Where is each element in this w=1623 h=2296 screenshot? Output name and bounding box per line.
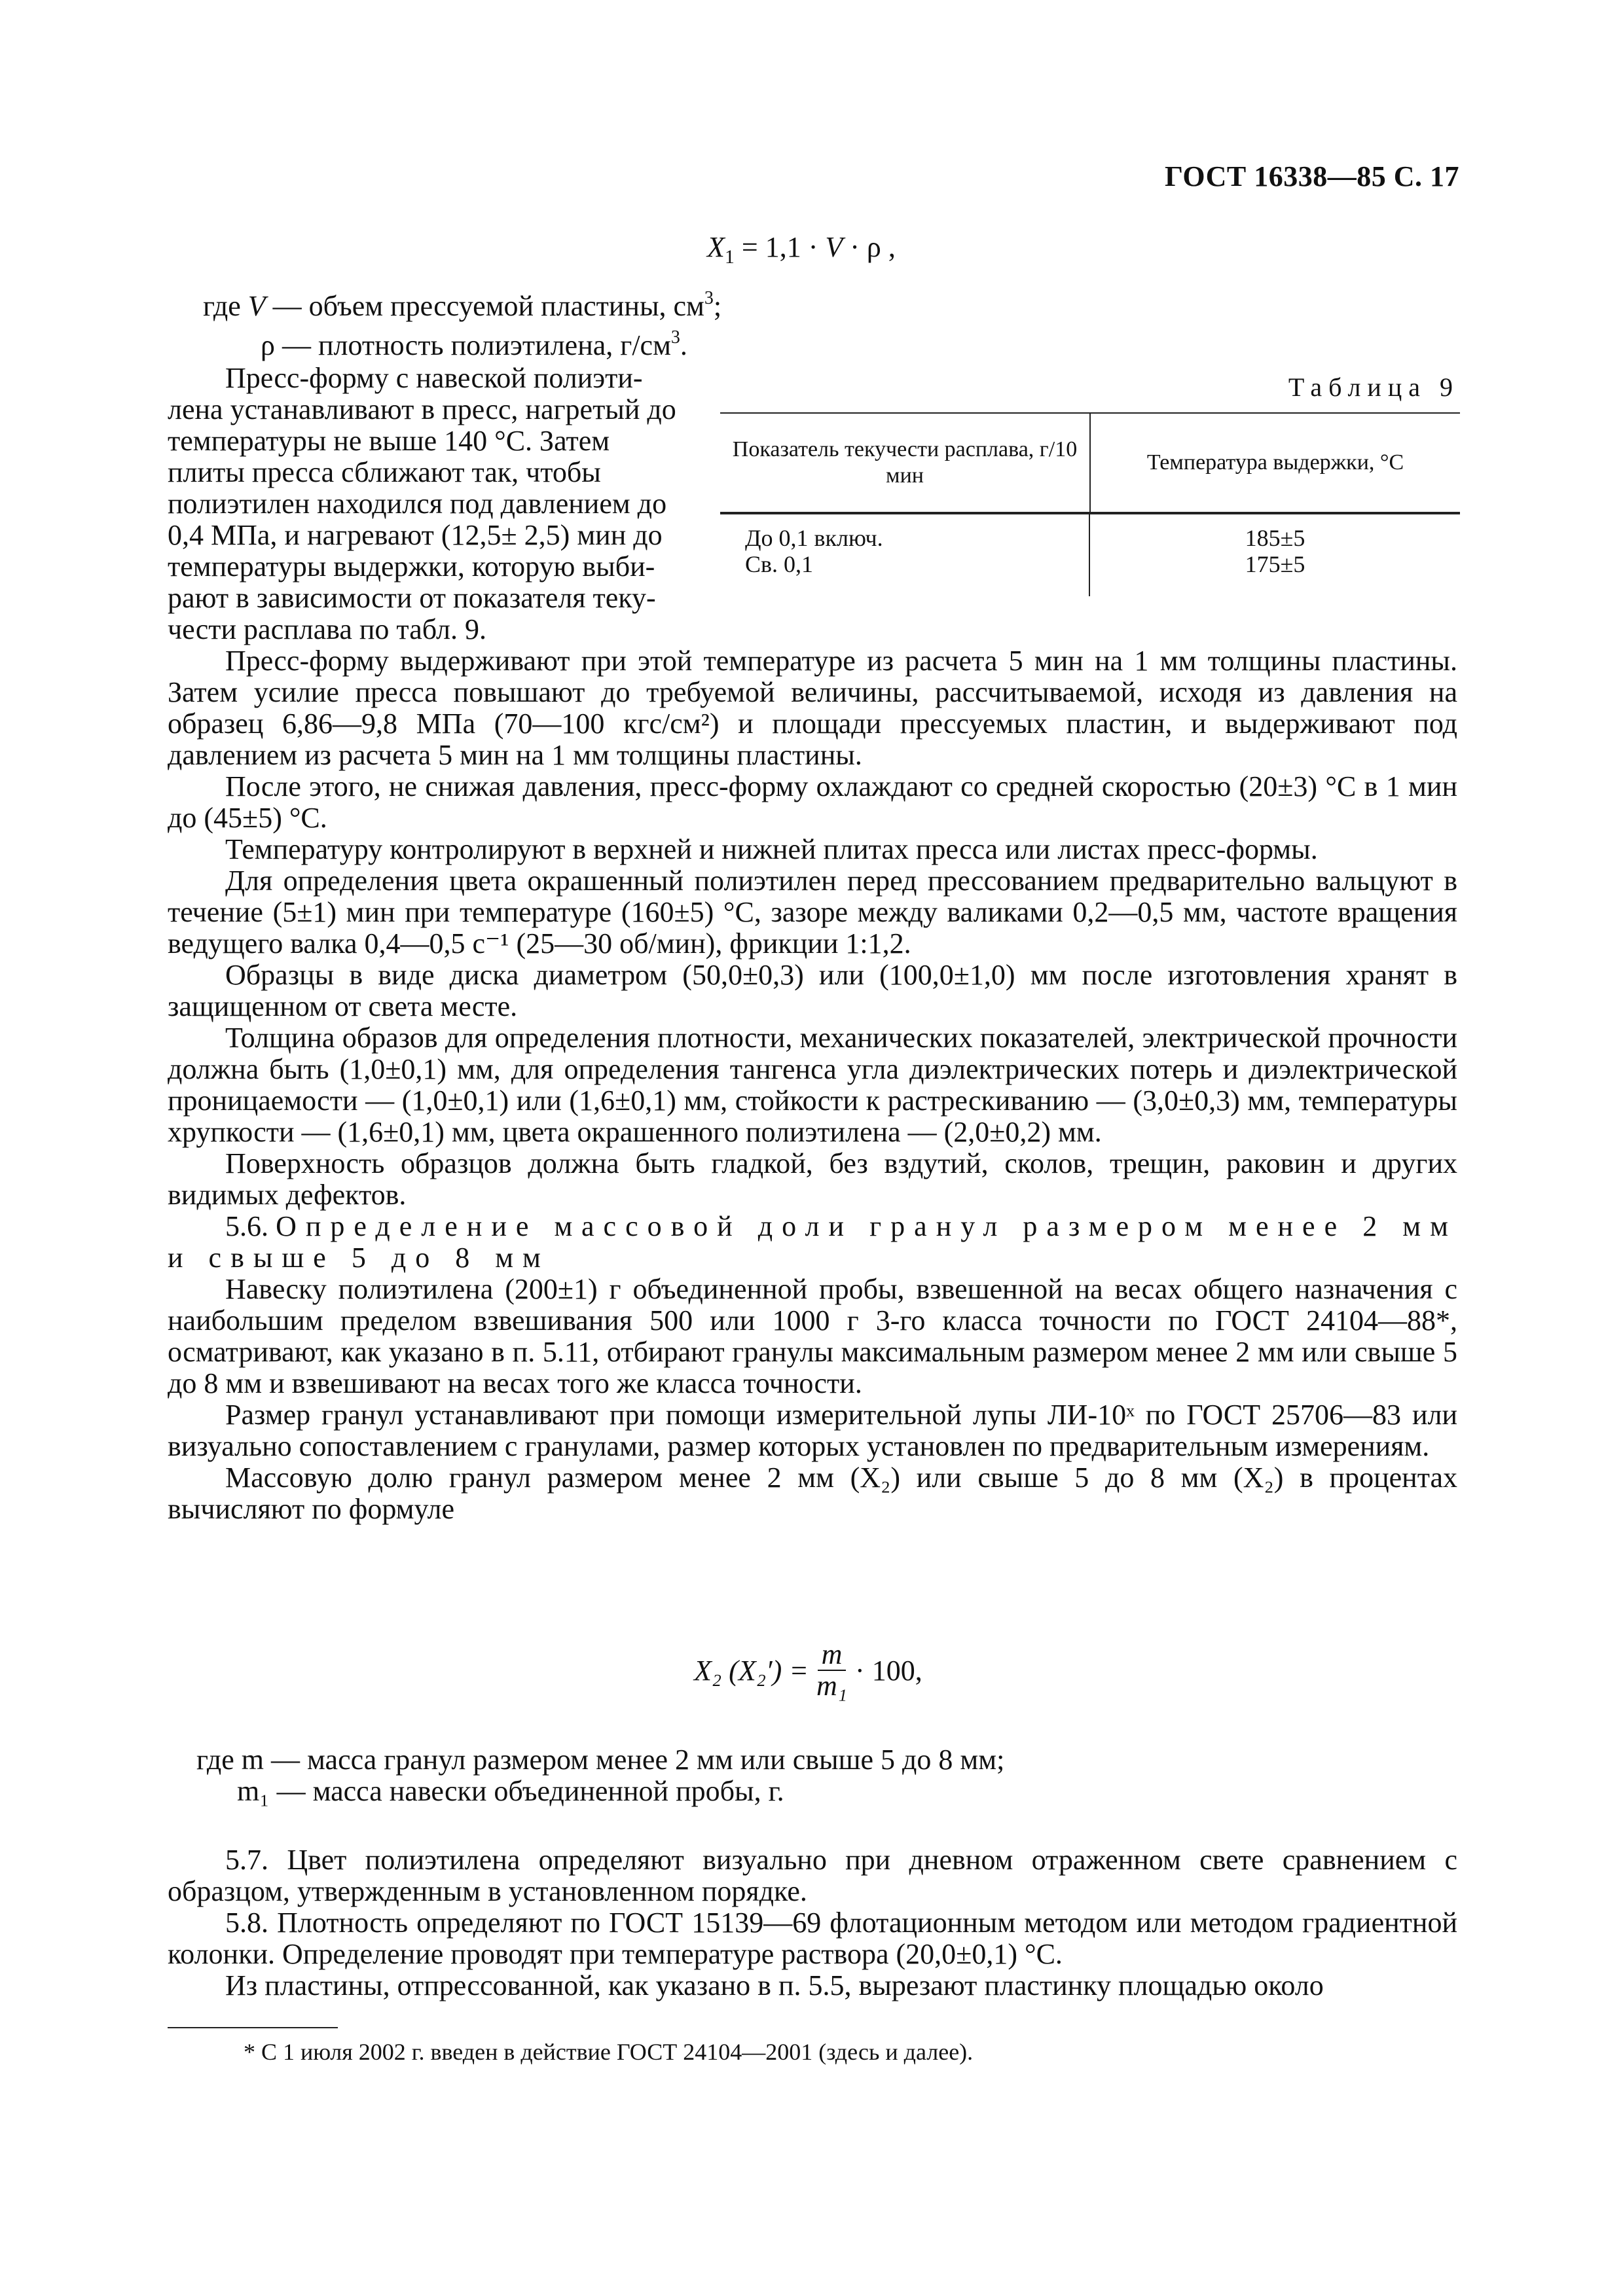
left-line: чести расплава по табл. 9. <box>168 613 486 645</box>
left-line: температуры выдержки, которую выби- <box>168 550 655 583</box>
formula-x1 <box>707 230 896 268</box>
page-header: ГОСТ 16338—85 С. 17 <box>1164 160 1459 192</box>
formula-x2 <box>694 1640 922 1701</box>
sections-5-7-5-8 <box>168 1844 1457 2001</box>
paragraph: Из пластины, отпрессованной, как указано в п. 5.5, вырезают пластинку площадью около <box>225 1969 1324 2001</box>
left-line: Пресс-форму с навеской полиэти- <box>225 362 643 394</box>
left-line: лена устанавливают в пресс, нагретый до <box>168 393 676 425</box>
table-body <box>720 514 1460 596</box>
left-line: температуры не выше 140 °С. Затем <box>168 425 610 457</box>
table-cell: До 0,1 включ. <box>745 525 883 551</box>
paragraph: Пресс-форму выдерживают при этой температуре из расчета 5 мин на 1 мм толщины пластины. Затем усилие пресса повышают до требуемой величины, рассчитываемой, исходя из давления на образец 6,86—9,8 МПа (70—100 кгс/см²) и площади прессуемых пластин, и выдерживают под давлением из расчета 5 мин на 1 мм толщины пластины. <box>168 645 1457 771</box>
definition-rho <box>168 322 1457 361</box>
paragraph: Массовую долю гранул размером менее 2 мм (X₂) или свыше 5 до 8 мм (X₂) в процентах вычисляют по формуле <box>168 1462 1457 1525</box>
formula-x1-subscript: 1 <box>724 246 735 268</box>
formula-x1-v: V <box>825 231 843 263</box>
table-9 <box>720 412 1460 596</box>
left-line: полиэтилен находился под давлением до <box>168 488 667 520</box>
def-rho-end: . <box>680 329 687 361</box>
def-v-end: ; <box>713 290 722 322</box>
paragraph: 5.7. Цвет полиэтилена определяют визуально при дневном отраженном свете сравнением с образцом, утвержденным в установленном порядке. <box>168 1844 1457 1907</box>
footnote: * С 1 июля 2002 г. введен в действие ГОСТ 24104—2001 (здесь и далее). <box>244 2039 974 2065</box>
formula-x2-fraction <box>816 1640 847 1701</box>
table-cell: Св. 0,1 <box>745 551 814 577</box>
definitions-1 <box>168 283 1457 361</box>
definition-m1: m₁ — масса навески объединенной пробы, г. <box>237 1775 784 1807</box>
section-title: Определение массовой доли гранул размером менее 2 мм и свыше 5 до 8 мм <box>168 1210 1457 1274</box>
left-line: 0,4 МПа, и нагревают (12,5± 2,5) мин до <box>168 519 663 551</box>
def-rho-sup: 3 <box>670 327 680 348</box>
paragraph: Навеску полиэтилена (200±1) г объединенной пробы, взвешенной на весах общего назначения с наибольшим пределом взвешивания 500 или 1000 г 3-го класса точности по ГОСТ 24104—88*, осматривают, как указано в п. 5.11, отбирают гранулы максимальным размером менее 2 мм или свыше 5 до 8 мм и взвешивают на весах того же класса точности. <box>168 1273 1457 1399</box>
section-5-6-heading <box>168 1211 1457 1274</box>
left-line: плиты пресса сближают так, чтобы <box>168 456 601 488</box>
fraction-denominator: m₁ <box>816 1670 848 1702</box>
paragraph: Размер гранул устанавливают при помощи измерительной лупы ЛИ-10ˣ по ГОСТ 25706—83 или визуально сопоставлением с гранулами, размер которых установлен по предварительным измерениям. <box>168 1399 1457 1462</box>
paragraph: Толщина образов для определения плотности, механических показателей, электрической прочности должна быть (1,0±0,1) мм, для определения тангенса угла диэлектрических потерь и диэлектрической проницаемости — (1,0±0,1) или (1,6±0,1) мм, стойкости к растрескиванию — (3,0±0,3) мм, температуры хрупкости — (1,6±0,1) мм, цвета окрашенного полиэтилена — (2,0±0,2) мм. <box>168 1022 1457 1148</box>
section-number: 5.6. <box>225 1210 268 1242</box>
formula-x2-lhs: X₂ (X₂′) = <box>694 1654 809 1687</box>
definitions-2 <box>168 1744 1457 1807</box>
press-form-paragraph <box>168 363 691 645</box>
table-cell: 175±5 <box>1245 551 1305 577</box>
formula-x1-rho: · ρ , <box>843 231 896 263</box>
formula-x1-symbol: X <box>707 231 725 263</box>
table-header-melt-index: Показатель текучести расплава, г/10 мин <box>720 414 1091 512</box>
formula-x2-rhs: · 100, <box>855 1654 922 1687</box>
definition-m: где m — масса гранул размером менее 2 мм или свыше 5 до 8 мм; <box>196 1744 1005 1776</box>
paragraph: Поверхность образцов должна быть гладкой, без вздутий, сколов, трещин, раковин и других видимых дефектов. <box>168 1147 1457 1211</box>
paragraph: Для определения цвета окрашенный полиэтилен перед прессованием предварительно вальцуют в течение (5±1) мин при температуре (160±5) °С, зазоре между валиками 0,2—0,5 мм, частоте вращения ведущего валка 0,4—0,5 с⁻¹ (25—30 об/мин), фрикции 1:1,2. <box>168 865 1457 960</box>
paragraph: 5.8. Плотность определяют по ГОСТ 15139—69 флотационным методом или методом градиентной колонки. Определение проводят при температуре раствора (20,0±0,1) °С. <box>168 1907 1457 1970</box>
def-v-symbol: V <box>247 290 266 322</box>
main-text <box>168 645 1457 1525</box>
def-v-text: — объем прессуемой пластины, см <box>265 290 704 322</box>
def-where: где <box>203 290 248 322</box>
table-col-temperature <box>1090 514 1460 596</box>
table-cell: 185±5 <box>1245 525 1305 551</box>
paragraph: После этого, не снижая давления, пресс-форму охлаждают со средней скоростью (20±3) °С в 1 мин до (45±5) °С. <box>168 770 1457 834</box>
table-caption: Таблица 9 <box>1288 372 1459 402</box>
table-header-temperature: Температура выдержки, °С <box>1146 450 1404 475</box>
table-col-melt-index <box>720 514 1090 596</box>
definition-v <box>168 283 1457 322</box>
fraction-numerator: m <box>818 1640 847 1671</box>
paragraph: Температуру контролируют в верхней и нижней плитах пресса или листах пресс-формы. <box>225 833 1318 865</box>
formula-x1-rhs: = 1,1 · <box>734 231 826 263</box>
footnote-separator <box>168 2027 338 2028</box>
table-header-row <box>720 414 1460 514</box>
def-v-sup: 3 <box>704 288 714 308</box>
paragraph: Образцы в виде диска диаметром (50,0±0,3) или (100,0±1,0) мм после изготовления хранят в защищенном от света месте. <box>168 959 1457 1022</box>
left-line: рают в зависимости от показателя теку- <box>168 582 656 614</box>
def-rho-text: ρ — плотность полиэтилена, г/см <box>261 329 671 361</box>
